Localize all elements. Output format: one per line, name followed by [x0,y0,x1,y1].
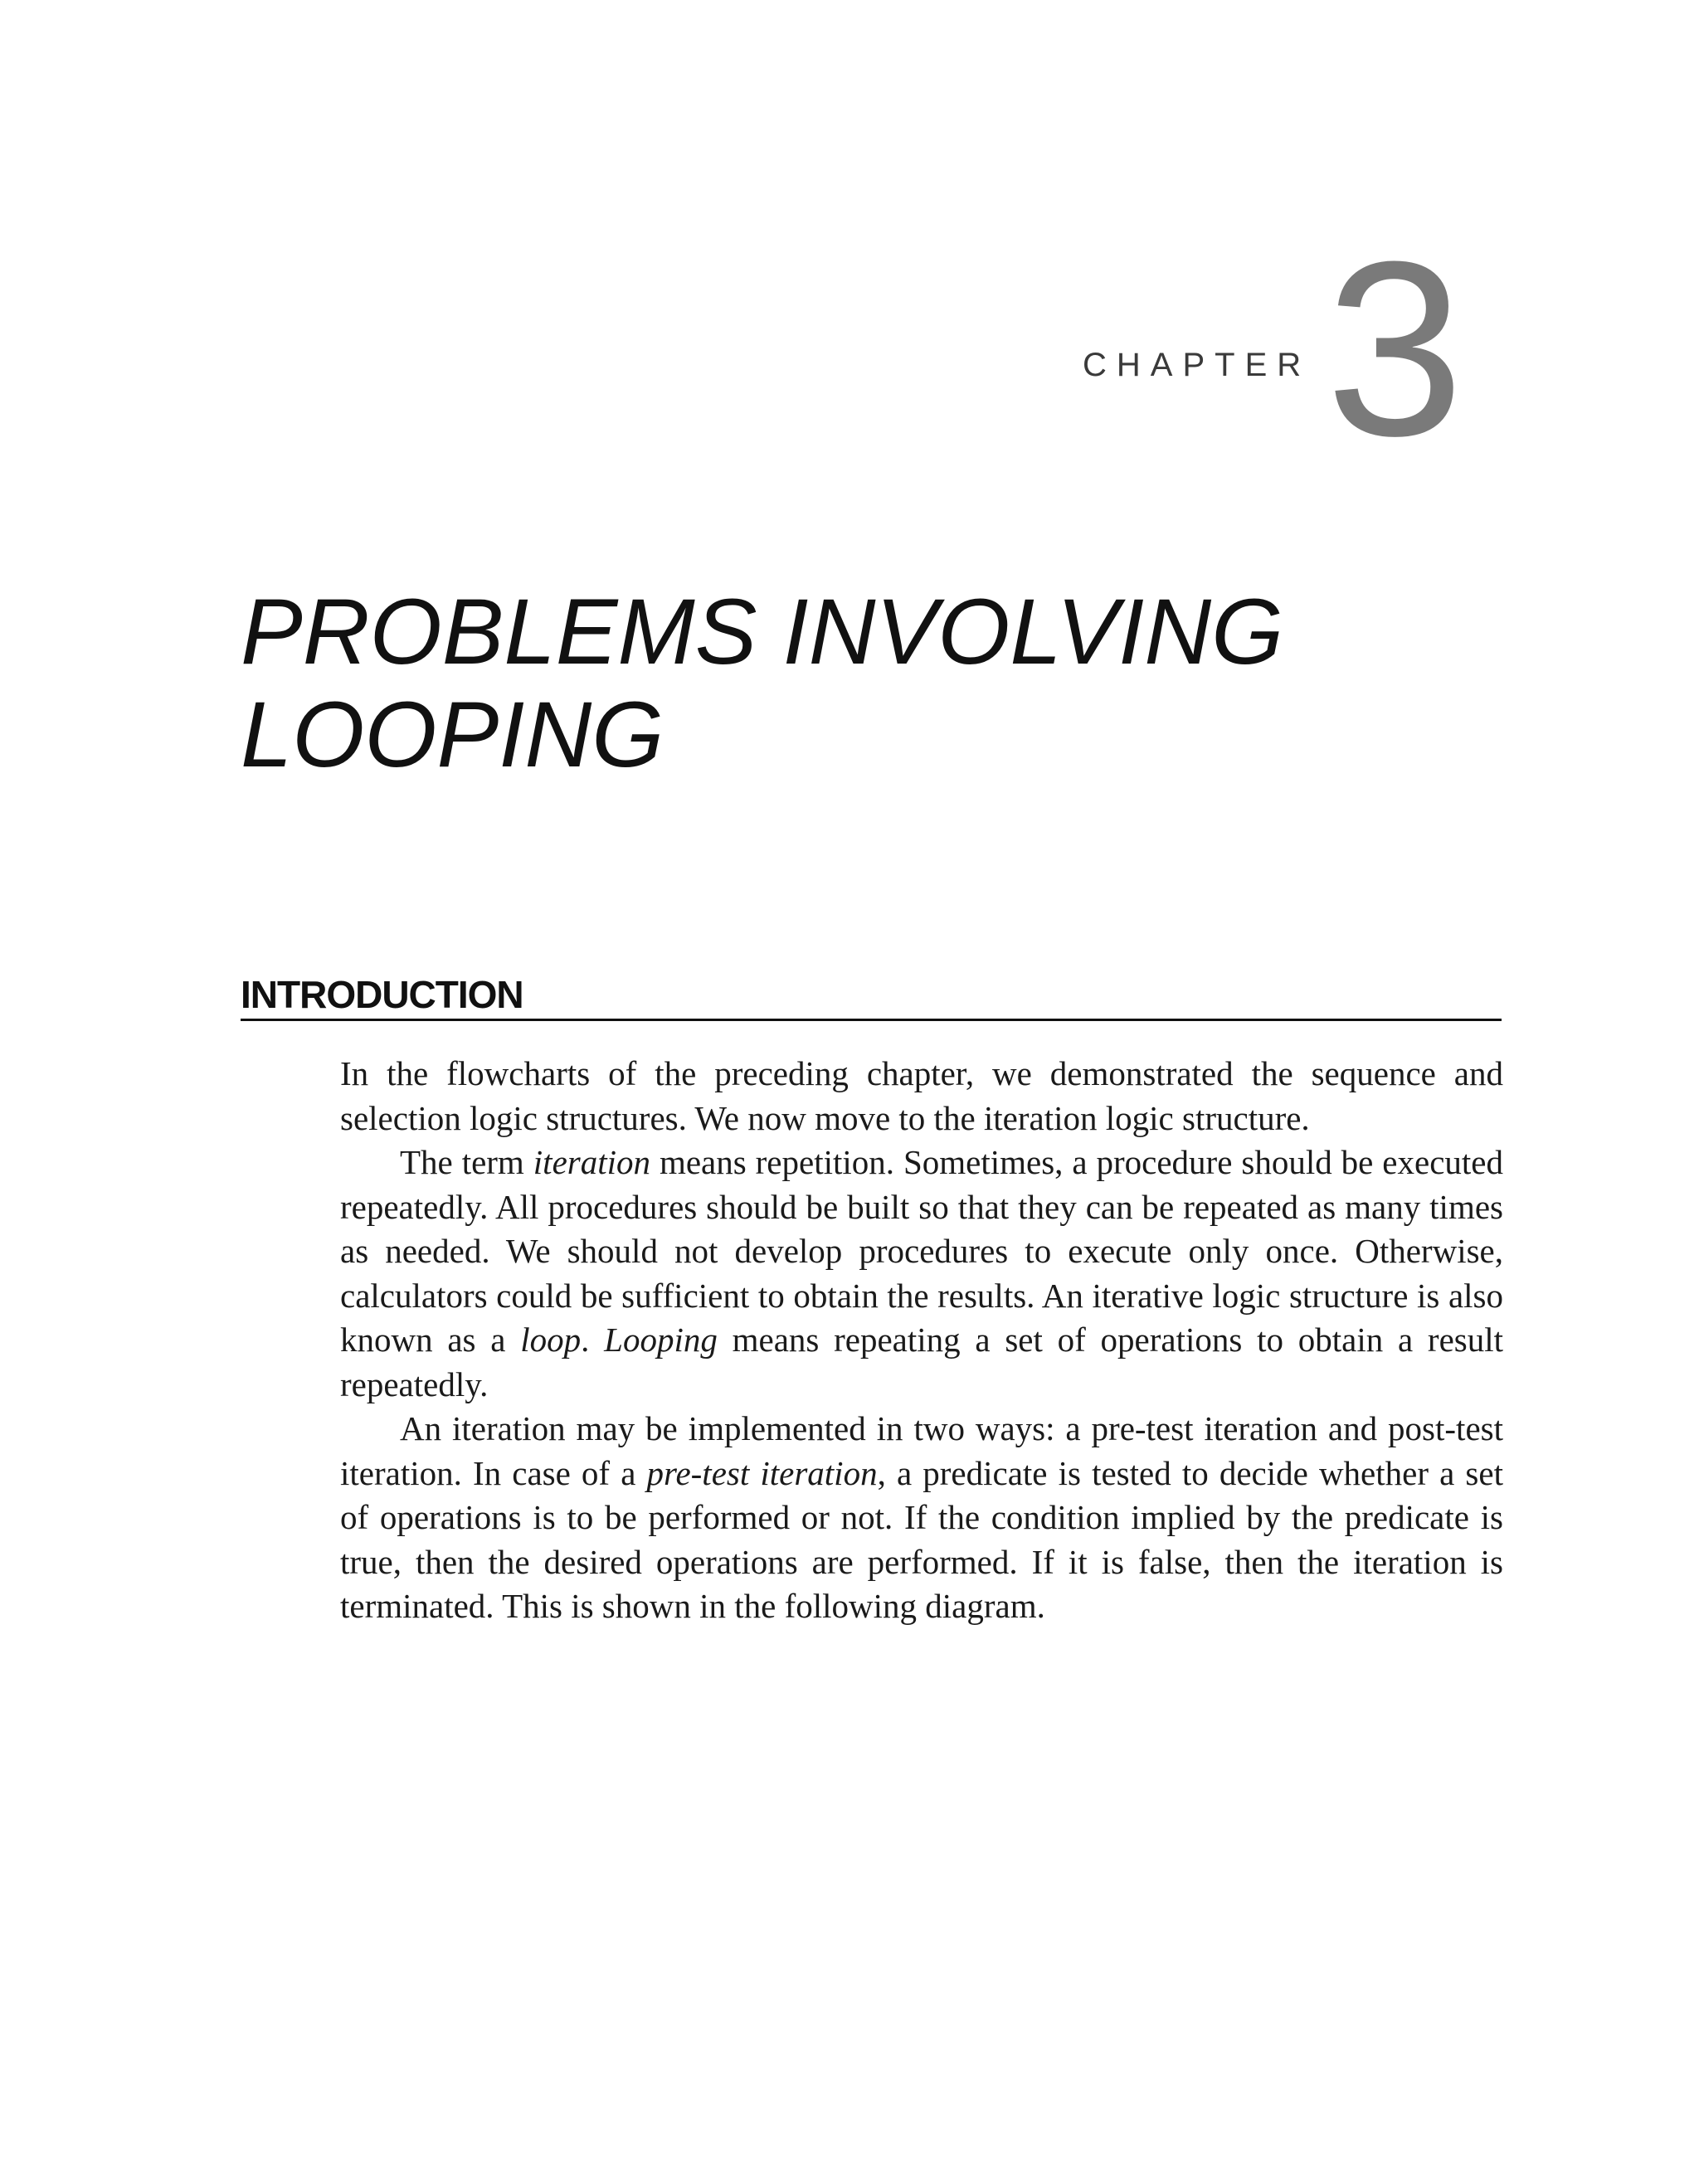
section-heading: INTRODUCTION [241,972,1502,1021]
term-looping: Looping [604,1321,718,1359]
body-text [340,1052,1503,1629]
paragraph-2-text: means repetition. Sometimes, a procedure should be executed repeatedly. All procedures should be built so that they can be repeated as many times as needed. We should not develop procedures to execute only once. Otherwise, calculators could be sufficient to obtain the results. An iterative logic structure is also known as a [340,1143,1503,1359]
chapter-title-line-1: PROBLEMS INVOLVING [241,580,1284,683]
paragraph-2-text: The term [400,1143,533,1181]
paragraph-1-text: In the flowcharts of the preceding chapter, we demonstrated the sequence and selection logic structures. We now move to the iteration logic structure. [340,1054,1503,1137]
term-pre-test-iteration: pre-test iteration [646,1453,878,1492]
paragraph-1 [340,1052,1503,1141]
paragraph-2-text: means repeating a set of operations to obtain a result repeatedly. [340,1321,1504,1403]
paragraph-2 [340,1141,1503,1407]
paragraph-2-text: . [581,1321,605,1359]
chapter-title [241,581,1526,786]
chapter-label: CHAPTER [1083,347,1312,383]
paragraph-3-text: An iteration may be implemented in two ways: a pre-test iteration and post-test iteration. In case of a [340,1409,1503,1492]
chapter-number: 3 [1326,209,1464,488]
term-iteration: iteration [533,1143,650,1181]
term-loop: loop [520,1321,582,1359]
chapter-title-line-2: LOOPING [241,683,665,786]
paragraph-3 [340,1407,1503,1629]
paragraph-3-text: , a predicate is tested to decide whether a set of operations is to be performed or not. If the condition implied by the predicate is true, then the desired operations are performed. If it is false, then the iteration is terminated. This is shown in the following diagram. [340,1453,1503,1625]
